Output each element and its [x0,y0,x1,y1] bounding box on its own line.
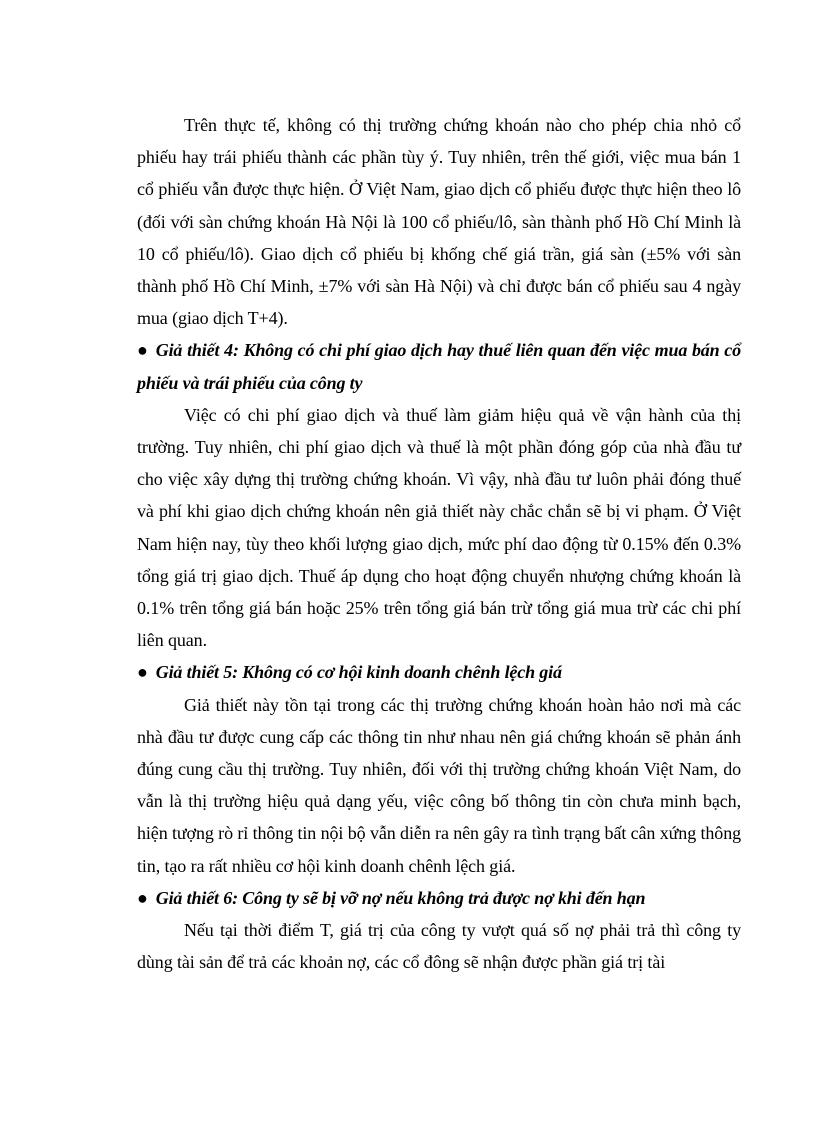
document-page [137,109,741,978]
heading-assumption-4-text: Giả thiết 4: Không có chi phí giao dịch hay thuế liên quan đến việc mua bán cổ phiếu và trái phiếu của công ty [137,340,741,393]
bullet-icon: ● [137,340,148,361]
paragraph-default: Nếu tại thời điểm T, giá trị của công ty vượt quá số nợ phải trả thì công ty dùng tài sản để trả các khoản nợ, các cổ đông sẽ nhận được phần giá trị tài [137,920,741,973]
heading-assumption-6 [137,882,741,914]
heading-assumption-6-text: Giả thiết 6: Công ty sẽ bị vỡ nợ nếu không trả được nợ khi đến hạn [155,887,646,908]
bullet-icon: ● [137,662,148,683]
heading-assumption-5 [137,656,741,688]
paragraph-market-lots: Trên thực tế, không có thị trường chứng khoán nào cho phép chia nhỏ cổ phiếu hay trái phiếu thành các phần tùy ý. Tuy nhiên, trên thế giới, việc mua bán 1 cổ phiếu vẫn được thực hiện. Ở Việt Nam, giao dịch cổ phiếu được thực hiện theo lô (đối với sàn chứng khoán Hà Nội là 100 cổ phiếu/lô, sàn thành phố Hồ Chí Minh là 10 cổ phiếu/lô). Giao dịch cổ phiếu bị khống chế giá trần, giá sàn (±5% với sàn thành phố Hồ Chí Minh, ±7% với sàn Hà Nội) và chỉ được bán cổ phiếu sau 4 ngày mua (giao dịch T+4). [137,115,741,329]
bullet-icon: ● [137,887,148,908]
heading-assumption-5-text: Giả thiết 5: Không có cơ hội kinh doanh chênh lệch giá [155,662,562,683]
paragraph-arbitrage: Giả thiết này tồn tại trong các thị trường chứng khoán hoàn hảo nơi mà các nhà đầu tư được cung cấp các thông tin như nhau nên giá chứng khoán sẽ phản ánh đúng cung cầu thị trường. Tuy nhiên, đối với thị trường chứng khoán Việt Nam, do vẫn là thị trường hiệu quả dạng yếu, việc công bố thông tin còn chưa minh bạch, hiện tượng rò rỉ thông tin nội bộ vẫn diễn ra nên gây ra tình trạng bất cân xứng thông tin, tạo ra rất nhiều cơ hội kinh doanh chênh lệch giá. [137,694,741,876]
paragraph-transaction-costs: Việc có chi phí giao dịch và thuế làm giảm hiệu quả về vận hành của thị trường. Tuy nhiên, chi phí giao dịch và thuế là một phần đóng góp của nhà đầu tư cho việc xây dựng thị trường chứng khoán. Vì vậy, nhà đầu tư luôn phải đóng thuế và phí khi giao dịch chứng khoán nên giả thiết này chắc chắn sẽ bị vi phạm. Ở Việt Nam hiện nay, tùy theo khối lượng giao dịch, mức phí dao động từ 0.15% đến 0.3% tổng giá trị giao dịch. Thuế áp dụng cho hoạt động chuyển nhượng chứng khoán là 0.1% trên tổng giá bán hoặc 25% trên tổng giá bán trừ tổng giá mua trừ các chi phí liên quan. [137,404,741,651]
heading-assumption-4 [137,334,741,398]
